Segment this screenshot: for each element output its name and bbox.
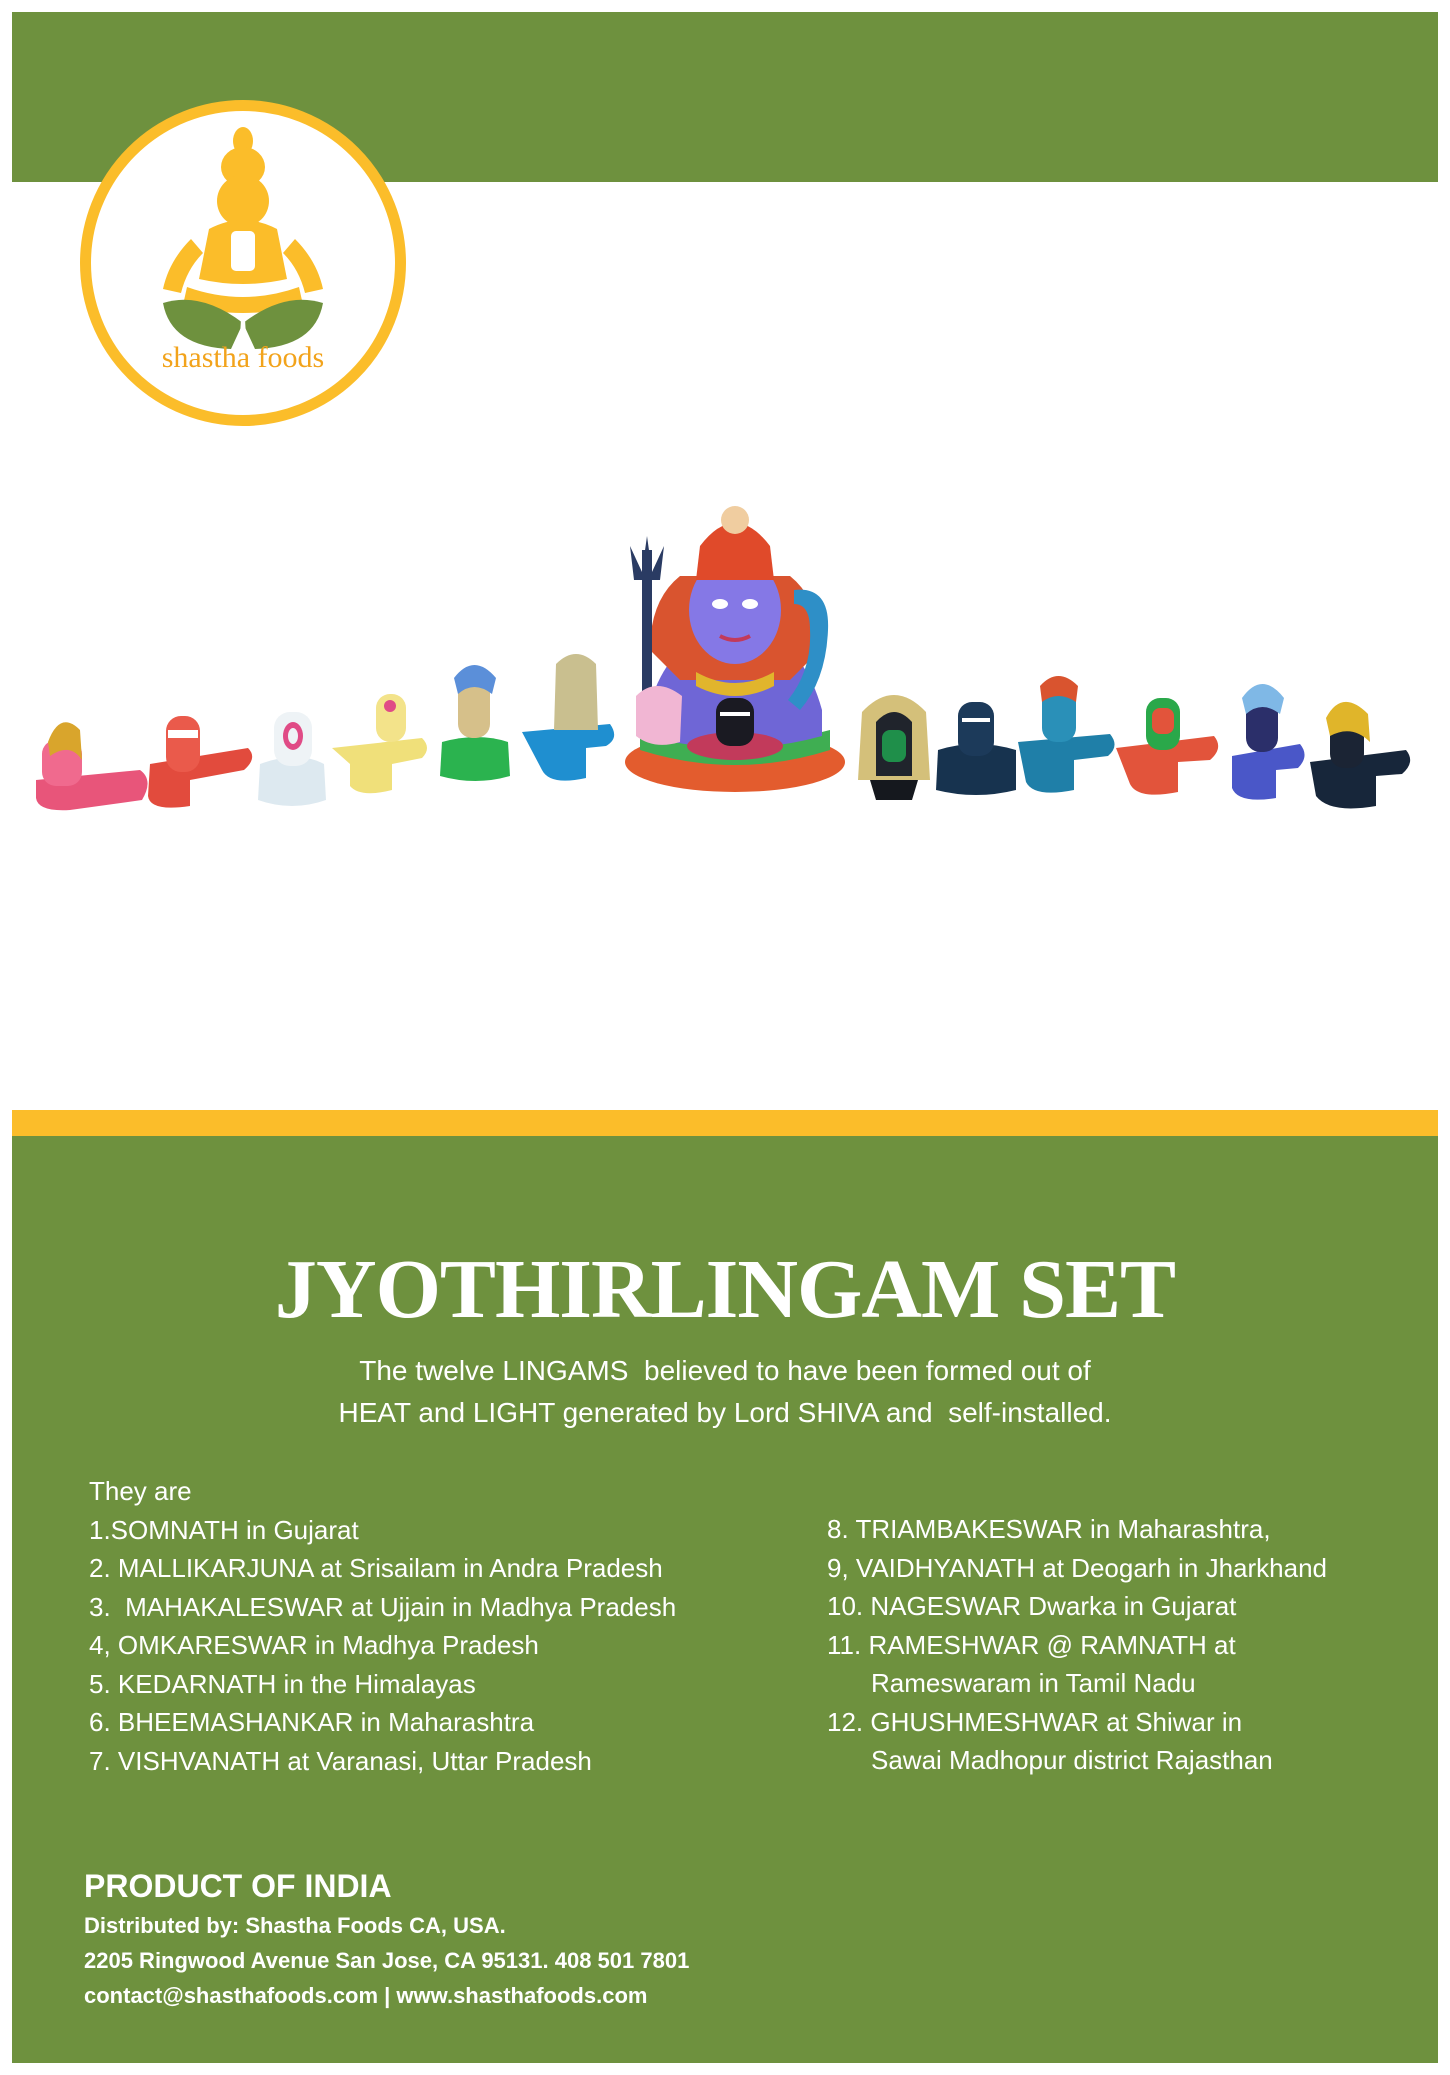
product-info-panel <box>12 1136 1438 2063</box>
lingam-2 <box>148 716 252 808</box>
list-intro: They are <box>89 1476 192 1506</box>
list-item: 6. BHEEMASHANKAR in Maharashtra <box>89 1707 535 1737</box>
lingam-3 <box>258 712 326 806</box>
list-item: 12. GHUSHMESHWAR at Shiwar in <box>827 1706 1243 1737</box>
lingam-11 <box>1232 684 1305 800</box>
lingam-8 <box>936 702 1016 795</box>
lingam-list-right <box>827 1510 1327 1780</box>
list-item: 4, OMKARESWAR in Madhya Pradesh <box>89 1630 539 1660</box>
lingam-9 <box>1018 676 1115 793</box>
list-item: 9, VAIDHYANATH at Deogarh in Jharkhand <box>827 1552 1328 1583</box>
lingam-5 <box>440 665 510 781</box>
distributor-address: 2205 Ringwood Avenue San Jose, CA 95131. 408 501 7801 <box>84 1948 690 1973</box>
product-title: JYOTHIRLINGAM SET <box>274 1243 1176 1336</box>
distributor-contact: contact@shasthafoods.com | www.shasthafoods.com <box>84 1983 648 2008</box>
product-origin: PRODUCT OF INDIA <box>84 1868 392 1904</box>
lingam-12 <box>1310 702 1410 809</box>
description-line: HEAT and LIGHT generated by Lord SHIVA and self-installed. <box>338 1397 1112 1428</box>
lingam-7 <box>858 695 930 800</box>
shiva-idol-with-lingams-image <box>30 480 1440 840</box>
list-item-continuation: Rameswaram in Tamil Nadu <box>871 1668 1196 1698</box>
product-description <box>12 1350 1438 1434</box>
shiva-idol <box>625 506 845 792</box>
list-item: 5. KEDARNATH in the Himalayas <box>89 1668 476 1699</box>
shastha-foods-logo <box>80 100 406 426</box>
lingam-6 <box>522 654 614 781</box>
lingam-4 <box>332 694 427 793</box>
distributor-footer <box>84 1864 689 2013</box>
lingam-1 <box>36 722 148 810</box>
lingam-10 <box>1116 698 1218 795</box>
brand-name: shastha foods <box>161 341 325 374</box>
list-item: 11. RAMESHWAR @ RAMNATH at <box>827 1629 1236 1660</box>
yellow-divider-band <box>12 1110 1438 1136</box>
list-item-continuation: Sawai Madhopur district Rajasthan <box>871 1745 1273 1775</box>
description-line: The twelve LINGAMS believed to have been formed out of <box>359 1355 1091 1386</box>
list-item: 10. NAGESWAR Dwarka in Gujarat <box>827 1591 1237 1621</box>
list-item: 3. MAHAKALESWAR at Ujjain in Madhya Pradesh <box>89 1591 677 1622</box>
list-item: 8. TRIAMBAKESWAR in Maharashtra, <box>827 1514 1271 1544</box>
list-item: 2. MALLIKARJUNA at Srisailam in Andra Pradesh <box>89 1553 663 1583</box>
list-item: 1.SOMNATH in Gujarat <box>89 1514 359 1545</box>
list-item: 7. VISHVANATH at Varanasi, Uttar Pradesh <box>89 1745 592 1776</box>
distributor-line: Distributed by: Shastha Foods CA, USA. <box>84 1913 506 1938</box>
lingam-list-left <box>89 1472 676 1780</box>
